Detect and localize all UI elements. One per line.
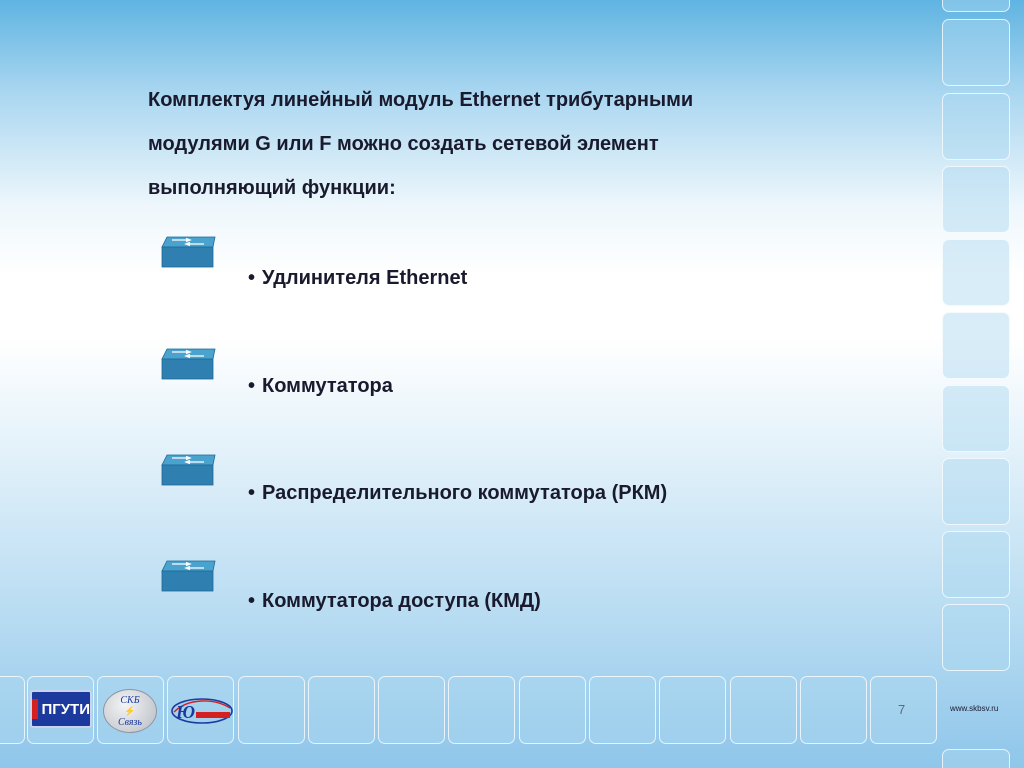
tile-decor [942, 239, 1010, 306]
logo-text: Связь [118, 716, 142, 728]
tile-decor [942, 166, 1010, 233]
bullet-label: Удлинителя Ethernet [262, 267, 468, 289]
bullet-item [248, 482, 667, 505]
tile-decor [942, 19, 1010, 86]
tile-decor [659, 676, 726, 744]
bullet-item [248, 267, 467, 290]
heading-line: модулями G или F можно создать сетевой элемент [148, 133, 659, 155]
bullet-dot: • [248, 482, 256, 504]
tile-decor [942, 312, 1010, 379]
bullet-dot: • [248, 590, 256, 612]
tile-decor [0, 676, 25, 744]
lightning-icon: ⚡ [124, 705, 136, 716]
slide-heading [148, 78, 908, 210]
heading-line: Комплектуя линейный модуль Ethernet трибутарными [148, 89, 694, 111]
tile-decor [378, 676, 445, 744]
tile-decor [942, 531, 1010, 598]
bullet-label: Коммутатора [262, 375, 393, 397]
heading-line: выполняющий функции: [148, 177, 396, 199]
tile-decor [942, 749, 1010, 768]
logo-mark [32, 699, 38, 719]
bullet-dot: • [248, 267, 256, 289]
bullet-item [248, 590, 541, 613]
bullet-label: Коммутатора доступа (КМД) [262, 590, 541, 612]
page-number: 7 [898, 702, 906, 717]
logo-text: СКБ [120, 694, 140, 706]
tile-decor [730, 676, 797, 744]
logo-text: ПГУТИ [41, 700, 90, 718]
tile-decor [942, 385, 1010, 452]
bullet-dot: • [248, 375, 256, 397]
network-switch-icon [160, 454, 216, 486]
pguti-logo [30, 690, 92, 728]
tile-decor [308, 676, 375, 744]
tile-decor [519, 676, 586, 744]
network-switch-icon [160, 236, 216, 268]
tile-decor [942, 458, 1010, 525]
bullet-item [248, 375, 393, 398]
logo-text: Ю [176, 702, 196, 722]
tile-decor [238, 676, 305, 744]
tile-decor [942, 93, 1010, 160]
network-switch-icon [160, 348, 216, 380]
network-switch-icon [160, 560, 216, 592]
bullet-label: Распределительного коммутатора (РКМ) [262, 482, 668, 504]
tile-decor [448, 676, 515, 744]
tile-decor [942, 0, 1010, 12]
tile-decor [589, 676, 656, 744]
tile-decor [942, 604, 1010, 671]
yug-logo [168, 692, 236, 728]
footer-url: www.skbsv.ru [950, 704, 999, 713]
tile-decor [800, 676, 867, 744]
skb-svyaz-logo [103, 689, 157, 733]
